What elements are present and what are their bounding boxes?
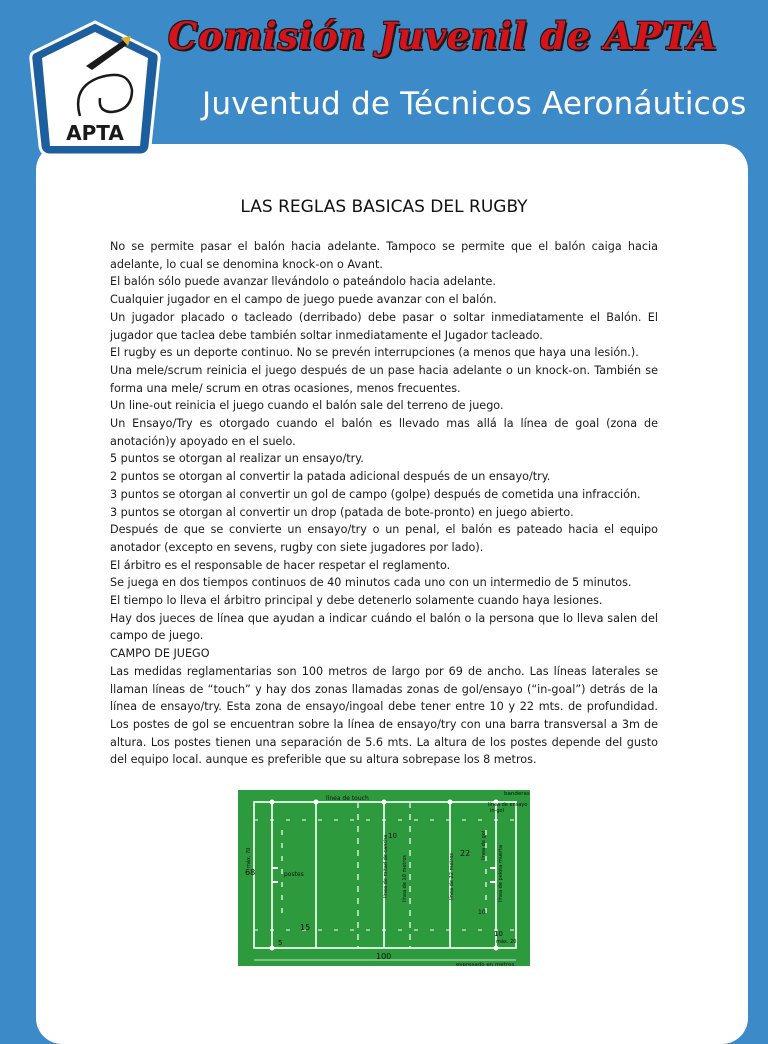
- paragraph: Cualquier jugador en el campo de juego puede avanzar con el balón.: [110, 293, 497, 307]
- section-heading: CAMPO DE JUEGO: [110, 647, 210, 661]
- rugby-field-diagram: [238, 790, 530, 966]
- goal-line-label: línea de gol: [481, 830, 487, 860]
- ten-metre-line-label: línea de 10 metros: [402, 855, 408, 902]
- touch-line-label: línea de touch: [326, 795, 369, 802]
- paragraph: 3 puntos se otorgan al convertir un drop (patada de bote-pronto) en juego abierto.: [110, 505, 574, 519]
- dead-ball-line-label: línea de pelota muerta: [498, 844, 504, 902]
- paragraph: 3 puntos se otorgan al convertir un gol de campo (golpe) después de cometida una infracción.: [110, 487, 641, 501]
- paragraph: Un Ensayo/Try es otorgado cuando el balón es llevado mas allá la línea de goal (zona de anotación)y apoyado en el suelo.: [110, 417, 658, 448]
- max20-label: máx. 20: [496, 939, 517, 945]
- paragraph: Las medidas reglamentarias son 100 metros de largo por 69 de ancho. Las líneas laterales se llaman líneas de “touch” y hay dos zonas llamadas zonas de gol/ensayo (“in-goal”) detrás de la línea de ensayo/try. Esta zona de ensayo/ingoal debe tener entre 10 y 22 mts. de profundidad. Los postes de gol se encuentran sobre la línea de ensayo/try con una barra transversal a 3m de altura. Los postes tienen una separación de 5.6 mts. La altura de los postes depende del gusto del equipo local. aunque es preferible que su altura sobrepase los 8 metros.: [110, 664, 658, 767]
- header-subtitle: Juventud de Técnicos Aeronáuticos: [202, 86, 747, 122]
- dim-10c-label: 10: [494, 930, 503, 938]
- paragraph: El balón sólo puede avanzar llevándolo o pateándolo hacia adelante.: [110, 275, 496, 289]
- header-title: Comisión Juvenil de APTA: [168, 14, 718, 58]
- twentytwo-line-label: línea de 22 metros: [449, 853, 455, 900]
- halfway-line-label: línea de mitad de cancha: [383, 834, 389, 898]
- try-line-label: línea de ensayo: [488, 802, 528, 808]
- paragraph: 2 puntos se otorgan al convertir la patada adicional después de un ensayo/try.: [110, 470, 551, 484]
- posts-label: postes: [284, 871, 304, 878]
- paragraph: Hay dos jueces de línea que ayudan a indicar cuándo el balón o la persona que lo lleva salen del campo de juego.: [110, 611, 658, 643]
- paragraph: 5 puntos se otorgan al realizar un ensayo/try.: [110, 452, 364, 466]
- dim-10b-label: 10: [478, 909, 486, 916]
- flags-label: banderas: [504, 791, 530, 797]
- paragraph: Un line-out reinicia el juego cuando el balón sale del terreno de juego.: [110, 399, 504, 413]
- paragraph: Una mele/scrum reinicia el juego después de un pase hacia adelante o un knock-on. También se forma una mele/ scrum en otras ocasiones, menos frecuentes.: [110, 363, 658, 395]
- document-title: LAS REGLAS BASICAS DEL RUGBY: [240, 197, 528, 217]
- paragraph: Un jugador placado o tacleado (derribado) debe pasar o soltar inmediatamente el Balón. El jugador que taclea debe también soltar inmediatamente el Jugador tacleado.: [110, 310, 658, 342]
- paragraph: Se juega en dos tiempos continuos de 40 minutos cada uno con un intermedio de 5 minutos.: [110, 576, 632, 590]
- paragraph: Después de que se convierte un ensayo/try o un penal, el balón es pateado hacia el equipo anotador (excepto en sevens, rugby con siete jugadores por lado).: [110, 523, 658, 554]
- in-goal-label: in-gol: [490, 808, 504, 814]
- paragraph: El rugby es un deporte continuo. No se prevén interrupciones (a menos que haya una lesión.).: [110, 346, 639, 360]
- width-68-label: 68: [245, 868, 256, 877]
- logo-text: APTA: [66, 121, 124, 145]
- paragraph: El tiempo lo lleva el árbitro principal y debe detenerlo solamente cuando haya lesiones.: [110, 594, 603, 608]
- length-100-label: 100: [376, 952, 392, 961]
- dim-5-label: 5: [278, 939, 283, 947]
- dim-22-label: 22: [460, 849, 471, 858]
- paragraph: El árbitro es el responsable de hacer respetar el reglamento.: [110, 558, 451, 572]
- dim-15-label: 15: [300, 923, 311, 932]
- units-label: expresado en metros: [456, 962, 515, 966]
- apta-logo: [28, 18, 162, 168]
- dim-10-label: 10: [388, 832, 397, 840]
- paragraph: No se permite pasar el balón hacia adelante. Tampoco se permite que el balón caiga hacia adelante, lo cual se denomina knock-on o Avant.: [110, 240, 658, 271]
- document-body: [110, 238, 658, 769]
- max70-label: máx. 70: [246, 847, 252, 868]
